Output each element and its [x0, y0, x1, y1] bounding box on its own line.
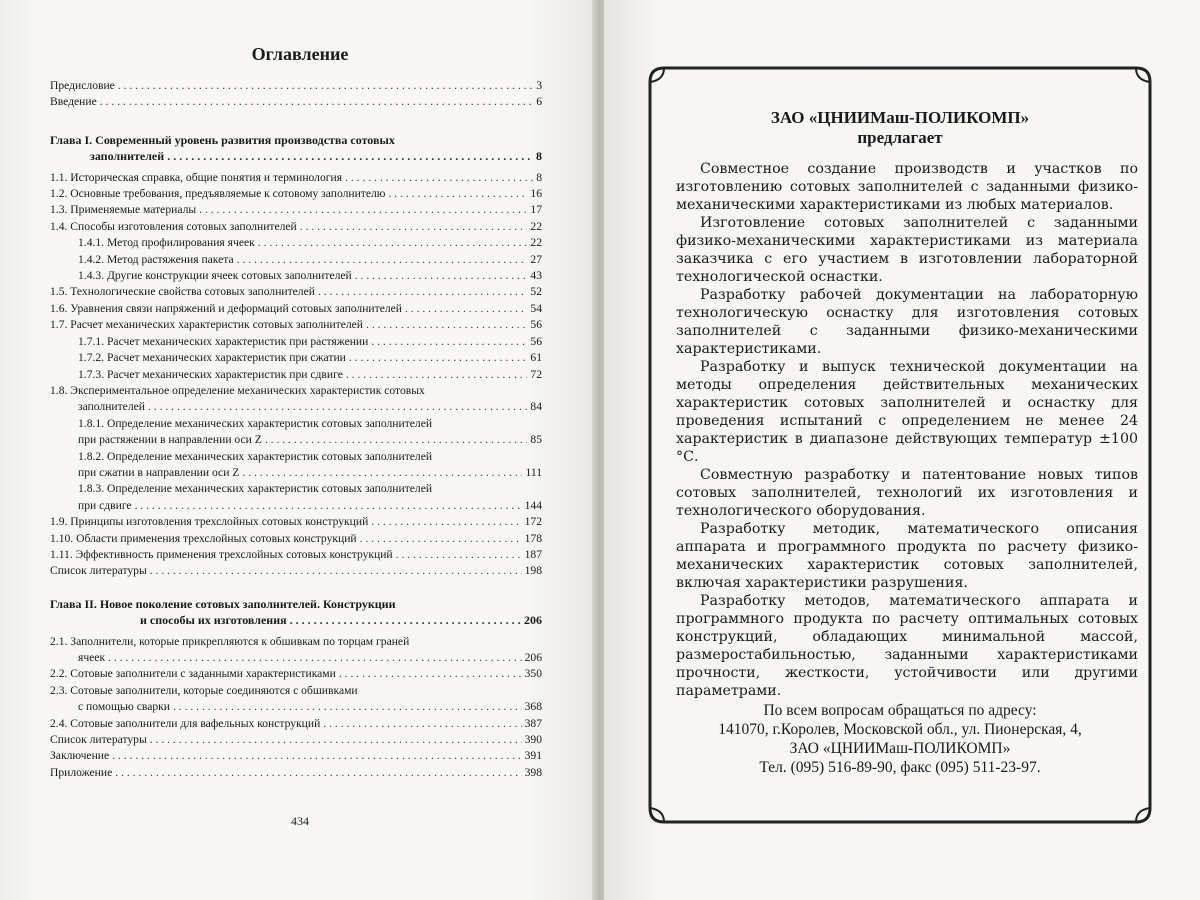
- toc-entry-page: 172: [524, 515, 542, 529]
- toc-entry: [50, 732, 542, 748]
- toc-entry: [50, 334, 542, 350]
- toc-entry-title: 1.1. Историческая справка, общие понятия и терминология: [50, 170, 343, 184]
- toc-entry-page: 56: [530, 334, 542, 348]
- toc-entry-title: 1.7. Расчет механических характеристик сотовых заполнителей: [50, 318, 364, 332]
- toc-leader-dots: [150, 563, 522, 579]
- ad-offers-heading: предлагает: [857, 128, 943, 147]
- toc-chapter-title: Глава II. Новое поколение сотовых заполнителей. Конструкции: [50, 596, 396, 611]
- toc-entry-page: 387: [524, 716, 542, 730]
- toc-multiline-entry: [50, 683, 542, 716]
- toc-entry-title: ячеек: [78, 651, 106, 664]
- ad-paragraph: Совместное создание производств и участков по изготовлению сотовых заполнителей с заданными физико-механическими характеристиками из любых материалов.: [676, 161, 1138, 213]
- toc-entry: [50, 716, 542, 732]
- contact-block: [648, 701, 1152, 777]
- toc-entry-page: 206: [524, 651, 542, 664]
- toc-entry-title: 1.7.3. Расчет механических характеристик при сдвиге: [78, 367, 343, 381]
- toc-entry: [50, 78, 542, 94]
- toc-entry-page: 391: [524, 749, 542, 763]
- toc-entry: [78, 432, 542, 448]
- toc-entry: [50, 219, 542, 235]
- toc-entry-title: заполнителей: [90, 149, 165, 164]
- toc-leader-dots: [355, 268, 528, 284]
- toc-entry-page: 8: [536, 170, 542, 184]
- toc-entry-page: 17: [530, 203, 542, 217]
- contact-address: 141070, г.Королев, Московской обл., ул. Пионерская, 4,: [718, 721, 1082, 738]
- toc-leader-dots: [405, 301, 527, 317]
- toc-leader-dots: [366, 317, 527, 333]
- toc-leader-dots: [360, 531, 522, 547]
- toc-entry: [78, 498, 542, 514]
- toc-entry-title: 1.9. Принципы изготовления трехслойных сотовых конструкций: [50, 515, 369, 529]
- toc-chapter: [50, 596, 542, 629]
- toc-entry-title: 1.4.3. Другие конструкции ячеек сотовых заполнителей: [78, 269, 352, 283]
- toc-leader-dots: [115, 765, 521, 781]
- page-number: 434: [291, 814, 309, 828]
- toc-entry-page: 54: [530, 301, 542, 315]
- contact-phone: Тел. (095) 516-89-90, факс (095) 511-23-97.: [759, 759, 1041, 776]
- ad-paragraph: Разработку и выпуск технической документации на методы определения действительных механических характеристик сотовых заполнителей и оснастку для проведения испытаний с определением не менее 24 характеристик в диапазоне действующих температур ±100 °С.: [676, 359, 1138, 465]
- toc-entry: [50, 170, 542, 186]
- toc-entry-title: 1.8.3. Определение механических характеристик сотовых заполнителей: [78, 482, 433, 496]
- toc-entry-page: 22: [530, 236, 542, 250]
- toc-multiline-entry: [50, 383, 542, 416]
- toc-entry-page: 6: [536, 95, 542, 109]
- toc-chapter-title: Глава I. Современный уровень развития производства сотовых: [50, 132, 395, 147]
- toc-entry-page: 84: [530, 400, 542, 414]
- toc-entry-title: Предисловие: [50, 79, 115, 92]
- toc-leader-dots: [396, 547, 522, 563]
- toc-entry-page: 3: [536, 79, 542, 92]
- toc-entry-title: при сжатии в направлении оси Z: [78, 465, 240, 479]
- toc-entry-title: 1.5. Технологические свойства сотовых заполнителей: [50, 285, 315, 299]
- ad-title: [648, 108, 1152, 148]
- toc-entry-title: 1.4.2. Метод растяжения пакета: [78, 252, 234, 266]
- toc-entry: [50, 202, 542, 218]
- toc-entry: [50, 547, 542, 563]
- toc-entry-page: 56: [530, 318, 542, 332]
- toc-entry-page: 178: [524, 531, 542, 545]
- toc-entry: [50, 399, 542, 415]
- toc-leader-dots: [167, 148, 533, 164]
- toc-entry-page: 398: [524, 765, 542, 779]
- toc-leader-dots: [148, 399, 527, 415]
- toc-leader-dots: [237, 252, 528, 268]
- toc-entry: [50, 699, 542, 715]
- toc-leader-dots: [108, 650, 522, 666]
- toc-entry-page: 43: [530, 269, 542, 283]
- toc-entry-title: 1.10. Области применения трехслойных сотовых конструкций: [50, 531, 357, 545]
- table-of-contents: [50, 78, 542, 781]
- toc-entry: [50, 186, 542, 202]
- toc-entry-title: 2.2. Сотовые заполнители с заданными характеристиками: [50, 667, 336, 681]
- toc-leader-dots: [371, 514, 521, 530]
- toc-entry-page: 187: [524, 547, 542, 561]
- toc-leader-dots: [371, 334, 527, 350]
- toc-entry-title: 1.8. Экспериментальное определение механических характеристик сотовых: [50, 383, 425, 397]
- toc-entry-page: 111: [525, 465, 542, 479]
- toc-entry-page: 61: [530, 351, 542, 365]
- toc-leader-dots: [339, 666, 522, 682]
- toc-leader-dots: [173, 699, 522, 715]
- toc-entry-page: 85: [530, 433, 542, 447]
- toc-multiline-entry: [50, 634, 542, 667]
- toc-leader-dots: [345, 170, 533, 186]
- toc-title: Оглавление: [251, 44, 349, 64]
- toc-entry-title: Список литературы: [50, 733, 147, 747]
- toc-entry-title: 2.4. Сотовые заполнители для вафельных конструкций: [50, 716, 321, 730]
- toc-leader-dots: [346, 367, 528, 383]
- toc-entry-page: 390: [524, 733, 542, 747]
- toc-entry-title: 2.1. Заполнители, которые прикрепляются к обшивкам по торцам граней: [50, 634, 410, 648]
- toc-entry-page: 144: [524, 498, 542, 512]
- toc-entry: [50, 268, 542, 284]
- toc-leader-dots: [112, 748, 521, 764]
- toc-entry-page: 52: [530, 285, 542, 299]
- toc-leader-dots: [135, 498, 522, 514]
- toc-entry-title: 1.7.2. Расчет механических характеристик при сжатии: [78, 351, 346, 365]
- toc-multiline-entry: [50, 449, 542, 482]
- toc-entry-title: Введение: [50, 95, 97, 109]
- toc-entry: [50, 252, 542, 268]
- toc-entry-title: заполнителей: [78, 400, 145, 414]
- toc-entry-page: 22: [530, 219, 542, 233]
- ad-paragraph: Совместную разработку и патентование новых типов сотовых заполнителей, технологий их изготовления и технологического оборудования.: [676, 467, 1138, 519]
- toc-entry-title: 1.2. Основные требования, предъявляемые к сотовому заполнителю: [50, 187, 386, 201]
- ad-paragraph: Разработку рабочей документации на лабораторную технологическую оснастку для изготовления сотовых заполнителей с заданными физико-механическими характеристиками.: [676, 287, 1138, 357]
- toc-entry: [50, 350, 542, 366]
- toc-multiline-entry: [50, 481, 542, 514]
- ad-paragraph: Изготовление сотовых заполнителей с заданными физико-механическими характеристиками из материала заказчика с его участием в изготовлении лабораторной технологической оснастки.: [676, 215, 1138, 285]
- toc-entry: [50, 235, 542, 251]
- toc-entry: [50, 317, 542, 333]
- toc-entry-page: 72: [530, 367, 542, 381]
- toc-entry-title: 1.4.1. Метод профилирования ячеек: [78, 236, 255, 250]
- toc-leader-dots: [150, 732, 522, 748]
- ad-body: [676, 160, 1138, 700]
- toc-leader-dots: [318, 284, 527, 300]
- contact-company: ЗАО «ЦНИИМаш-ПОЛИКОМП»: [789, 740, 1011, 757]
- toc-leader-dots: [290, 612, 521, 628]
- toc-entry: [50, 94, 542, 110]
- toc-entry-title: 1.7.1. Расчет механических характеристик при растяжении: [78, 334, 369, 348]
- toc-entry-page: 16: [530, 187, 542, 201]
- toc-entry: [50, 612, 542, 628]
- toc-entry-title: при растяжении в направлении оси Z: [78, 433, 262, 447]
- toc-entry: [50, 765, 542, 781]
- toc-leader-dots: [265, 432, 528, 448]
- ad-company-name: ЗАО «ЦНИИМаш-ПОЛИКОМП»: [770, 108, 1030, 127]
- toc-entry: [50, 748, 542, 764]
- toc-entry: [50, 301, 542, 317]
- right-page: [604, 0, 1200, 900]
- toc-multiline-entry: [50, 416, 542, 449]
- toc-entry: [50, 148, 542, 164]
- toc-leader-dots: [242, 465, 522, 481]
- toc-entry-title: 1.4. Способы изготовления сотовых заполнителей: [50, 219, 297, 233]
- toc-leader-dots: [388, 186, 527, 202]
- toc-entry-title: и способы их изготовления: [140, 613, 287, 628]
- toc-entry-title: 2.3. Сотовые заполнители, которые соединяются с обшивками: [50, 683, 358, 697]
- toc-entry: [50, 650, 542, 666]
- toc-entry-title: при сдвиге: [78, 498, 132, 512]
- ad-paragraph: Разработку методов, математического аппарата и программного продукта по расчету оптимальных сотовых конструкций, обладающих минимальной массой, размеростабильностью, заданными характеристиками прочности, жесткости, устойчивости или другими параметрами.: [676, 593, 1138, 699]
- left-page: [0, 0, 596, 900]
- toc-entry-title: 1.11. Эффективность применения трехслойных сотовых конструкций: [50, 547, 393, 561]
- toc-entry: [78, 465, 542, 481]
- toc-entry: [50, 284, 542, 300]
- toc-leader-dots: [349, 350, 528, 366]
- toc-chapter: [50, 132, 542, 165]
- toc-leader-dots: [199, 202, 527, 218]
- toc-entry-page: 350: [524, 667, 542, 681]
- toc-entry-title: Приложение: [50, 765, 113, 779]
- toc-leader-dots: [300, 219, 528, 235]
- toc-entry-page: 206: [524, 613, 542, 628]
- toc-entry-page: 8: [536, 149, 542, 164]
- toc-entry: [50, 531, 542, 547]
- toc-entry: [50, 514, 542, 530]
- ad-paragraph: Разработку методик, математического описания аппарата и программного продукта по расчету физико-механических характеристик сотовых заполнителей, включая характеристики разрушения.: [676, 521, 1138, 591]
- toc-entry-title: 1.3. Применяемые материалы: [50, 203, 197, 217]
- contact-line: По всем вопросам обращаться по адресу:: [763, 702, 1037, 719]
- toc-spacer: [50, 111, 542, 116]
- toc-entry: [50, 563, 542, 579]
- toc-entry-page: 198: [524, 564, 542, 578]
- toc-entry-title: с помощью сварки: [78, 700, 170, 714]
- toc-entry-page: 27: [530, 252, 542, 266]
- toc-entry-title: 1.8.2. Определение механических характеристик сотовых заполнителей: [78, 449, 433, 463]
- toc-leader-dots: [323, 716, 521, 732]
- toc-entry-title: Список литературы: [50, 564, 147, 578]
- toc-entry-title: 1.6. Уравнения связи напряжений и деформаций сотовых заполнителей: [50, 301, 402, 315]
- toc-entry-title: Заключение: [50, 749, 110, 763]
- toc-leader-dots: [258, 235, 528, 251]
- toc-entry-title: 1.8.1. Определение механических характеристик сотовых заполнителей: [78, 416, 433, 430]
- toc-entry-page: 368: [524, 700, 542, 714]
- toc-leader-dots: [118, 78, 533, 94]
- toc-entry: [50, 666, 542, 682]
- toc-entry: [50, 367, 542, 383]
- toc-leader-dots: [100, 94, 533, 110]
